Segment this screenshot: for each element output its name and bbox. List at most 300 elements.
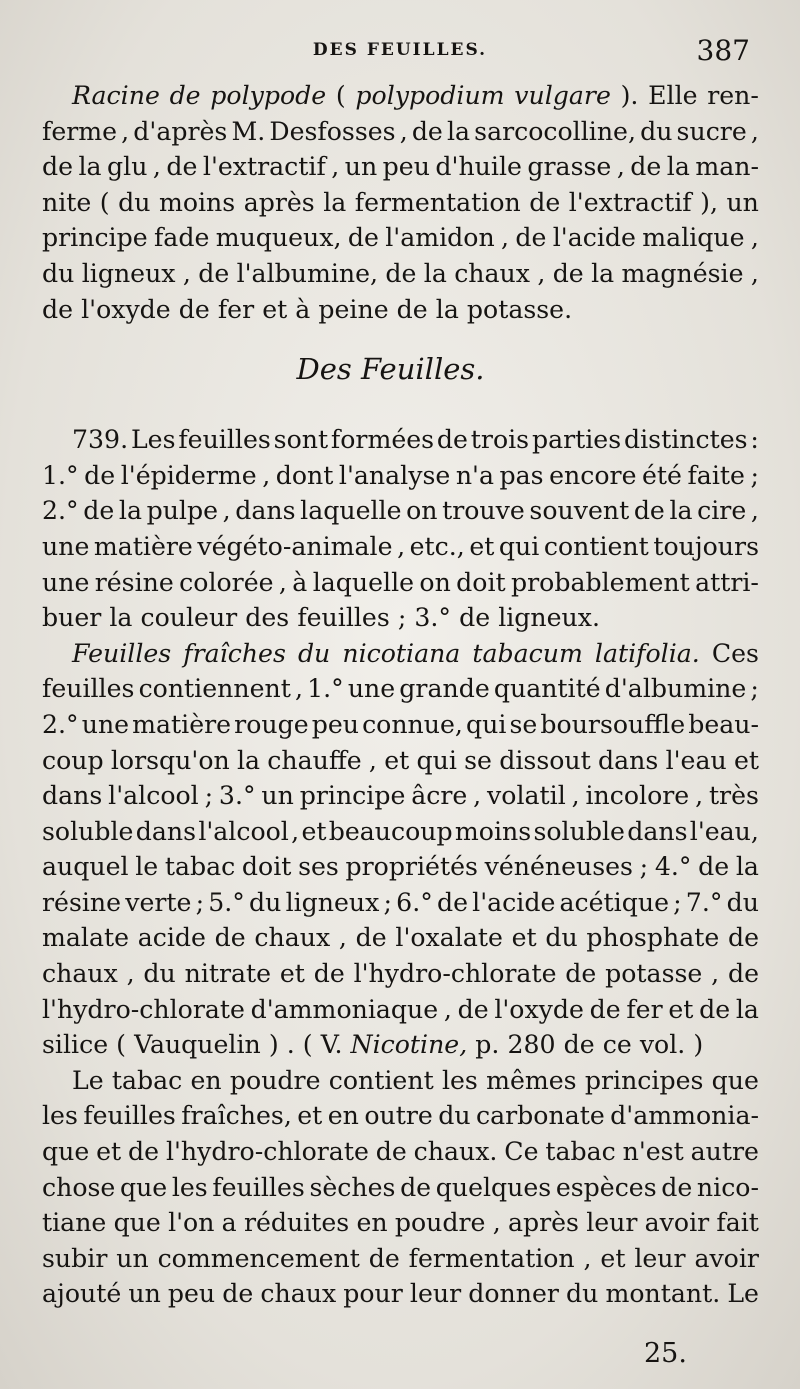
word: du bbox=[249, 887, 282, 917]
text-line bbox=[42, 1098, 759, 1134]
word: de bbox=[699, 994, 731, 1024]
word: soluble bbox=[42, 816, 134, 846]
word: de bbox=[529, 187, 561, 217]
word: résine bbox=[94, 567, 174, 597]
word: on bbox=[406, 496, 438, 526]
word: , bbox=[368, 745, 377, 775]
word: de bbox=[222, 1279, 254, 1309]
word: avoir bbox=[644, 1208, 710, 1238]
word: , bbox=[537, 258, 546, 288]
word: lorsqu'on bbox=[110, 745, 230, 775]
word: l'acide bbox=[552, 223, 636, 253]
word: coup bbox=[42, 745, 104, 775]
word: potasse. bbox=[466, 294, 573, 324]
word: ; bbox=[639, 852, 649, 882]
word: et bbox=[600, 1243, 626, 1273]
word: la bbox=[323, 187, 347, 217]
word: man- bbox=[695, 152, 759, 182]
text-line bbox=[42, 458, 759, 494]
word: ( bbox=[335, 81, 346, 110]
word: ligneux bbox=[285, 887, 380, 917]
word: 3.° bbox=[414, 603, 452, 633]
word: l'extractif bbox=[568, 187, 692, 217]
word: beaucoup bbox=[328, 816, 453, 846]
word: dans bbox=[42, 781, 103, 811]
word: , bbox=[695, 781, 704, 811]
word: qui bbox=[466, 709, 507, 739]
word: d'albumine bbox=[604, 674, 747, 704]
word: propriétés bbox=[345, 852, 478, 882]
word: après bbox=[507, 1208, 579, 1238]
word: du bbox=[640, 116, 673, 146]
word: en bbox=[190, 1065, 222, 1095]
word: que bbox=[42, 1137, 90, 1167]
word: de bbox=[633, 496, 665, 526]
word: distinctes bbox=[624, 425, 748, 455]
word: ; bbox=[750, 674, 759, 704]
word: principe bbox=[299, 781, 406, 811]
word: formées bbox=[330, 425, 435, 455]
word: du bbox=[143, 959, 176, 989]
word: chaux bbox=[454, 258, 530, 288]
word: la bbox=[446, 116, 471, 146]
word: V. bbox=[320, 1030, 343, 1060]
word: ce bbox=[602, 1030, 632, 1060]
word: nico- bbox=[696, 1172, 759, 1202]
word: de bbox=[42, 294, 74, 324]
word: rouge bbox=[234, 709, 309, 739]
word: ). bbox=[620, 81, 639, 110]
word: de bbox=[400, 1172, 432, 1202]
word: ; bbox=[204, 781, 214, 811]
word: chaux. bbox=[413, 1137, 498, 1167]
word: auquel bbox=[42, 852, 129, 882]
word: fermentation bbox=[354, 187, 521, 217]
word: l'eau bbox=[665, 745, 727, 775]
word: la bbox=[423, 258, 447, 288]
word: l'analyse bbox=[338, 460, 451, 490]
word: l'épiderme bbox=[120, 460, 257, 490]
word: silice bbox=[42, 1030, 109, 1060]
word: nite bbox=[42, 187, 92, 217]
word: polypode bbox=[210, 81, 327, 110]
word: contient bbox=[328, 1065, 434, 1095]
word: et bbox=[469, 531, 495, 561]
word: carbonate bbox=[476, 1101, 605, 1131]
word: l'oxyde bbox=[494, 994, 584, 1024]
word: subir bbox=[42, 1243, 108, 1273]
word: qui bbox=[498, 531, 540, 561]
text-line bbox=[42, 1134, 759, 1170]
word: du bbox=[545, 923, 578, 953]
word: et bbox=[297, 1101, 323, 1131]
word: de bbox=[563, 1030, 595, 1060]
word: doit bbox=[456, 567, 506, 597]
word: été bbox=[642, 460, 682, 490]
word: d'ammoniaque bbox=[250, 994, 439, 1024]
word: 7.° bbox=[685, 887, 723, 917]
word: l'hydro-chlorate bbox=[165, 1137, 369, 1167]
word: ajouté bbox=[42, 1279, 122, 1309]
word: d'huile bbox=[435, 152, 522, 182]
word: que bbox=[113, 1208, 161, 1238]
word: peu bbox=[167, 1279, 216, 1309]
word: leur bbox=[634, 1243, 686, 1273]
text-line bbox=[42, 920, 759, 956]
word: , bbox=[291, 816, 300, 846]
word: les bbox=[42, 1101, 78, 1131]
word: du bbox=[438, 1101, 471, 1131]
word: etc., bbox=[409, 531, 465, 561]
word: phosphate bbox=[586, 923, 720, 953]
word: , bbox=[501, 223, 510, 253]
word: un bbox=[116, 1243, 149, 1273]
word: d'ammonia- bbox=[610, 1101, 759, 1131]
word: 2.° bbox=[42, 709, 79, 739]
word: et bbox=[96, 1137, 122, 1167]
word: ses bbox=[298, 852, 339, 882]
word: peu bbox=[382, 152, 430, 182]
word: sarcocolline, bbox=[474, 116, 636, 146]
text-line bbox=[42, 1063, 759, 1099]
word: nitrate bbox=[184, 959, 272, 989]
word: la bbox=[435, 294, 459, 324]
section-heading: Des Feuilles. bbox=[296, 352, 485, 387]
word: ligneux. bbox=[498, 603, 600, 633]
word: et bbox=[511, 923, 537, 953]
word: acide bbox=[137, 923, 206, 953]
word: d'après bbox=[133, 116, 228, 146]
word: malique bbox=[642, 223, 745, 253]
paragraph-racine-de-polypode bbox=[42, 78, 759, 327]
word: , bbox=[750, 223, 759, 253]
word: quantité bbox=[493, 674, 601, 704]
word: leur bbox=[586, 1208, 638, 1238]
word: , bbox=[473, 781, 482, 811]
text-line bbox=[42, 849, 759, 885]
word: encore bbox=[549, 460, 637, 490]
word: . bbox=[286, 1030, 295, 1060]
word: Nicotine, bbox=[350, 1030, 468, 1060]
word: 1.° bbox=[42, 460, 79, 490]
word: que bbox=[711, 1065, 759, 1095]
text-line bbox=[42, 220, 759, 256]
word: ; bbox=[397, 603, 407, 633]
word: couleur bbox=[140, 603, 238, 633]
word: , bbox=[616, 152, 625, 182]
word: un bbox=[128, 1279, 161, 1309]
word: tabac bbox=[164, 852, 236, 882]
word: 3.° bbox=[218, 781, 256, 811]
word: sont bbox=[273, 425, 329, 455]
word: verte bbox=[125, 887, 192, 917]
word: une bbox=[42, 531, 90, 561]
word: Ce bbox=[504, 1137, 539, 1167]
text-line bbox=[42, 707, 759, 743]
word: ( bbox=[116, 1030, 126, 1060]
word: ), bbox=[700, 187, 718, 217]
page-number: 387 bbox=[696, 34, 750, 67]
word: de bbox=[368, 1243, 400, 1273]
word: cire bbox=[697, 496, 747, 526]
word: leur bbox=[409, 1279, 462, 1309]
text-line bbox=[42, 1027, 759, 1063]
word: 2.° bbox=[42, 496, 79, 526]
word: probablement bbox=[511, 567, 690, 597]
word: de bbox=[727, 923, 759, 953]
word: la bbox=[78, 152, 102, 182]
word: a bbox=[221, 1208, 237, 1238]
word: de bbox=[698, 852, 730, 882]
word: l'hydro-chlorate bbox=[42, 994, 245, 1024]
text-line bbox=[42, 1170, 759, 1206]
word: magnésie bbox=[621, 258, 744, 288]
word: la bbox=[236, 745, 261, 775]
word: souvent bbox=[529, 496, 630, 526]
word: glu bbox=[107, 152, 148, 182]
word: , bbox=[182, 258, 191, 288]
word: l'acide bbox=[472, 887, 556, 917]
word: incolore bbox=[585, 781, 690, 811]
word: toujours bbox=[653, 531, 759, 561]
word: végéto-animale bbox=[197, 531, 393, 561]
word: ; bbox=[673, 887, 682, 917]
word: de bbox=[727, 959, 759, 989]
word: matière bbox=[93, 531, 193, 561]
word: , bbox=[294, 674, 303, 704]
word: 739. bbox=[72, 425, 129, 455]
text-line bbox=[42, 1205, 759, 1241]
word: un bbox=[726, 187, 759, 217]
word: de bbox=[313, 959, 345, 989]
word: mêmes bbox=[486, 1065, 577, 1095]
word: parties bbox=[531, 425, 622, 455]
word: la bbox=[669, 496, 693, 526]
word: , bbox=[443, 994, 452, 1024]
word: de bbox=[198, 258, 230, 288]
word: de bbox=[83, 496, 115, 526]
word: ligneux bbox=[81, 258, 176, 288]
word: poudre bbox=[229, 1065, 321, 1095]
word: ; bbox=[750, 460, 759, 490]
word: l'alcool bbox=[108, 781, 199, 811]
word: principe bbox=[42, 223, 148, 253]
word: , bbox=[331, 152, 340, 182]
word: la bbox=[109, 603, 133, 633]
word: l'oxalate bbox=[395, 923, 503, 953]
signature-mark: 25. bbox=[644, 1338, 687, 1369]
word: de bbox=[589, 994, 621, 1024]
word: en bbox=[356, 1208, 388, 1238]
word: malate bbox=[42, 923, 130, 953]
word: , bbox=[222, 496, 231, 526]
word: fade bbox=[153, 223, 210, 253]
text-line bbox=[42, 493, 759, 529]
word: l'on bbox=[168, 1208, 215, 1238]
word: se bbox=[509, 709, 538, 739]
word: et bbox=[262, 294, 288, 324]
word: une bbox=[347, 674, 396, 704]
page-body bbox=[42, 78, 759, 1312]
word: de bbox=[128, 1137, 160, 1167]
word: ) bbox=[693, 1030, 704, 1060]
word: vénéneuses bbox=[484, 852, 633, 882]
word: beau- bbox=[688, 709, 759, 739]
word: connue, bbox=[362, 709, 463, 739]
word: autre bbox=[690, 1137, 759, 1167]
word: résine bbox=[42, 887, 122, 917]
word: , bbox=[152, 152, 161, 182]
word: Feuilles bbox=[72, 638, 172, 668]
running-head bbox=[40, 36, 760, 68]
word: âcre bbox=[411, 781, 468, 811]
word: feuilles bbox=[83, 1101, 176, 1131]
word: montant. bbox=[605, 1279, 721, 1309]
word: nicotiana bbox=[342, 638, 461, 668]
word: ( bbox=[302, 1030, 313, 1060]
word: ; bbox=[195, 887, 205, 917]
text-line bbox=[42, 743, 759, 779]
word: Les bbox=[130, 425, 176, 455]
word: de bbox=[436, 887, 468, 917]
word: Vauquelin bbox=[134, 1030, 261, 1060]
running-title: DES FEUILLES. bbox=[312, 40, 488, 60]
word: Racine bbox=[72, 81, 160, 110]
word: M. bbox=[231, 116, 266, 146]
word: , bbox=[399, 116, 408, 146]
word: de bbox=[169, 81, 201, 110]
word: fraîches bbox=[183, 638, 286, 668]
word: fermentation bbox=[408, 1243, 575, 1273]
word: , bbox=[338, 923, 347, 953]
word: latifolia. bbox=[594, 638, 700, 668]
word: Desfosses bbox=[269, 116, 396, 146]
word: outre bbox=[364, 1101, 433, 1131]
word: : bbox=[750, 425, 759, 455]
word: avoir bbox=[694, 1243, 759, 1273]
word: 280 bbox=[507, 1030, 556, 1060]
word: feuilles bbox=[42, 674, 135, 704]
word: feuilles bbox=[297, 603, 390, 633]
text-line bbox=[42, 565, 759, 601]
word: que bbox=[119, 1172, 168, 1202]
word: , bbox=[397, 531, 406, 561]
text-line bbox=[42, 256, 759, 292]
word: pas bbox=[499, 460, 544, 490]
text-line bbox=[42, 1241, 759, 1277]
word: réduites bbox=[243, 1208, 350, 1238]
word: moins bbox=[158, 187, 236, 217]
word: dans bbox=[235, 496, 296, 526]
word: de bbox=[411, 116, 443, 146]
word: se bbox=[464, 745, 492, 775]
word: pour bbox=[343, 1279, 403, 1309]
text-line bbox=[42, 149, 759, 185]
text-line bbox=[42, 78, 759, 114]
word: n'est bbox=[622, 1137, 684, 1167]
word: sucre bbox=[676, 116, 747, 146]
word: , bbox=[750, 496, 759, 526]
word: 4.° bbox=[654, 852, 692, 882]
word: l'albumine, bbox=[236, 258, 379, 288]
word: tabac bbox=[111, 1065, 183, 1095]
word: dans bbox=[598, 745, 659, 775]
word: de bbox=[166, 152, 198, 182]
word: un bbox=[261, 781, 294, 811]
word: acétique bbox=[559, 887, 669, 917]
word: à bbox=[292, 567, 308, 597]
word: du bbox=[297, 638, 331, 668]
word: un bbox=[344, 152, 378, 182]
word: de bbox=[42, 152, 74, 182]
word: très bbox=[708, 781, 759, 811]
word: de bbox=[459, 603, 491, 633]
word: , bbox=[121, 116, 130, 146]
word: la bbox=[735, 852, 759, 882]
word: le bbox=[135, 852, 159, 882]
word: une bbox=[81, 709, 130, 739]
word: dont bbox=[275, 460, 334, 490]
word: Le bbox=[727, 1279, 759, 1309]
word: ren- bbox=[707, 81, 759, 110]
word: l'oxyde bbox=[81, 294, 171, 324]
word: p. bbox=[475, 1030, 500, 1060]
word: feuilles bbox=[178, 425, 271, 455]
word: , bbox=[711, 959, 720, 989]
word: de bbox=[565, 959, 597, 989]
word: trouve bbox=[442, 496, 525, 526]
word: de bbox=[396, 294, 428, 324]
word: Elle bbox=[648, 81, 698, 110]
word: la bbox=[666, 152, 690, 182]
word: l'alcool bbox=[198, 816, 289, 846]
word: attri- bbox=[695, 567, 759, 597]
word: l'eau, bbox=[689, 816, 759, 846]
word: la bbox=[591, 258, 615, 288]
word: de bbox=[385, 258, 417, 288]
word: du bbox=[118, 187, 151, 217]
word: de bbox=[84, 460, 116, 490]
word: et bbox=[279, 959, 305, 989]
text-line bbox=[42, 529, 759, 565]
word: les bbox=[171, 1172, 208, 1202]
text-line bbox=[42, 185, 759, 221]
word: volatil bbox=[487, 781, 566, 811]
word: l'extractif bbox=[202, 152, 326, 182]
word: fraîches, bbox=[181, 1101, 292, 1131]
word: tabac bbox=[545, 1137, 616, 1167]
word: vol. bbox=[639, 1030, 686, 1060]
word: tiane bbox=[42, 1208, 107, 1238]
word: l'hydro-chlorate bbox=[353, 959, 557, 989]
word: 1.° bbox=[307, 674, 344, 704]
word: de bbox=[355, 923, 387, 953]
word: de bbox=[178, 294, 210, 324]
word: , bbox=[750, 258, 759, 288]
word: contient bbox=[543, 531, 649, 561]
word: polypodium bbox=[355, 81, 505, 110]
word: ( bbox=[99, 187, 110, 217]
word: de bbox=[457, 994, 489, 1024]
word: soluble bbox=[533, 816, 625, 846]
word: , bbox=[126, 959, 135, 989]
word: chauffe bbox=[267, 745, 362, 775]
text-line bbox=[42, 992, 759, 1028]
word: fer bbox=[626, 994, 663, 1024]
word: de bbox=[375, 1137, 407, 1167]
word: de bbox=[515, 223, 547, 253]
word: , bbox=[262, 460, 271, 490]
